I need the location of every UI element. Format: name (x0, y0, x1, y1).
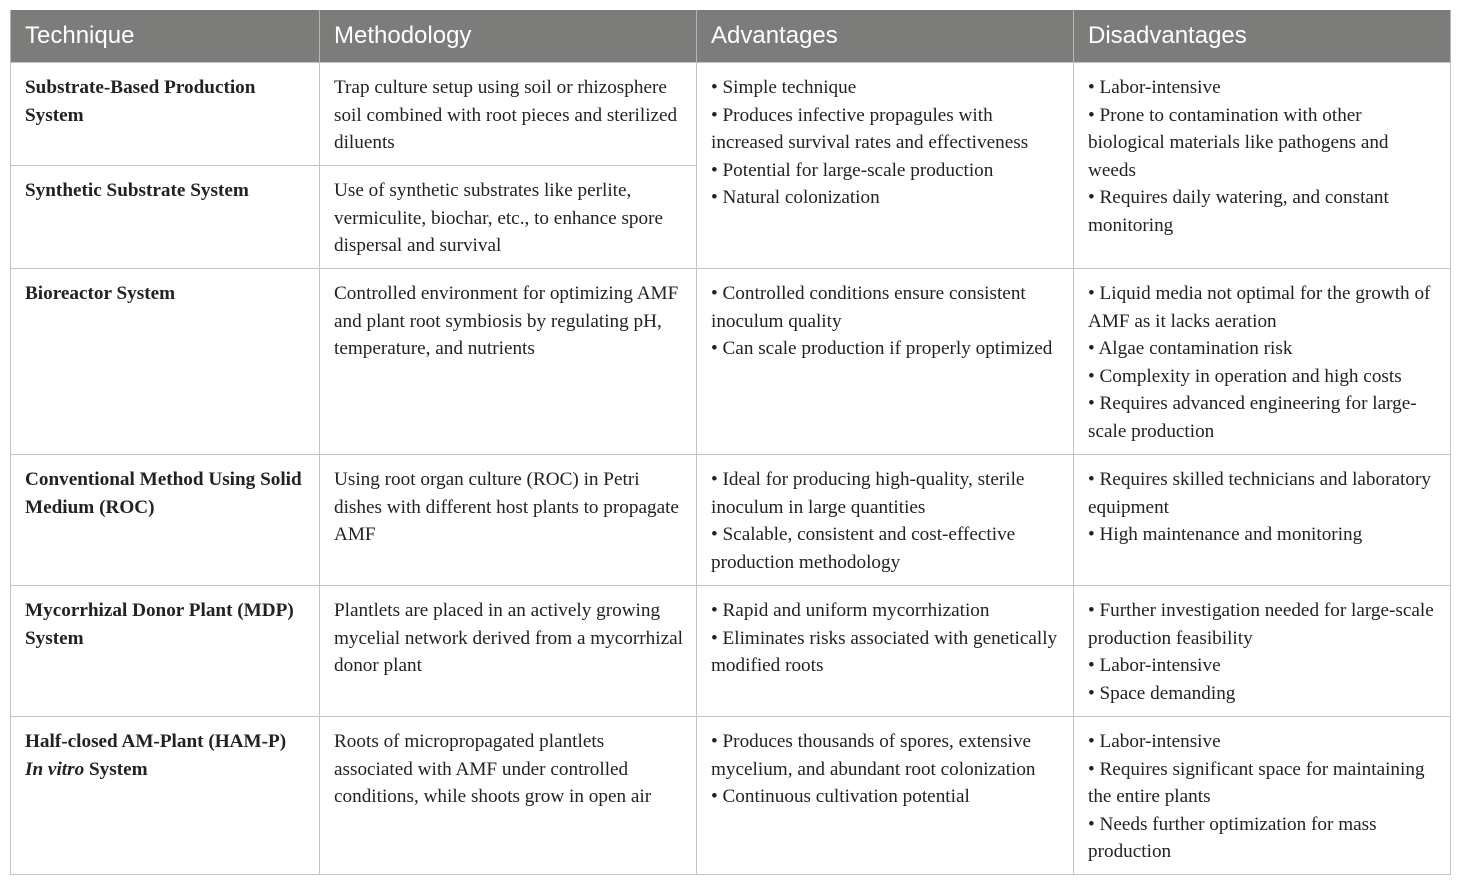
disadvantage-item: • Requires advanced engineering for large-scale production (1088, 393, 1417, 442)
methodology-cell: Using root organ culture (ROC) in Petri dishes with different host plants to propagate AMF (320, 455, 697, 586)
amf-production-techniques-table (10, 10, 1451, 875)
disadvantage-item: • Space demanding (1088, 682, 1236, 704)
header-methodology: Methodology (320, 10, 697, 63)
methodology-cell: Controlled environment for optimizing AMF and plant root symbiosis by regulating pH, temperature, and nutrients (320, 269, 697, 455)
advantage-item: • Controlled conditions ensure consistent inoculum quality (711, 283, 1026, 332)
advantage-item: • Produces infective propagules with increased survival rates and effectiveness (711, 104, 1029, 153)
advantage-item: • Ideal for producing high-quality, sterile inoculum in large quantities (711, 469, 1025, 518)
disadvantages-cell (1074, 586, 1451, 717)
methodology-cell: Use of synthetic substrates like perlite, vermiculite, biochar, etc., to enhance spore dispersal and survival (320, 166, 697, 269)
disadvantage-item: • High maintenance and monitoring (1088, 524, 1363, 545)
disadvantage-item: • Further investigation needed for large-scale production feasibility (1088, 600, 1434, 649)
disadvantage-item: • Requires significant space for maintaining the entire plants (1088, 758, 1425, 807)
header-disadvantages: Disadvantages (1074, 10, 1451, 63)
advantage-item: • Simple technique (711, 77, 857, 98)
advantage-item: • Potential for large-scale production (711, 159, 994, 181)
disadvantage-item: • Requires daily watering, and constant monitoring (1088, 187, 1389, 236)
technique-cell: Synthetic Substrate System (11, 166, 320, 269)
technique-cell (11, 717, 320, 875)
advantages-cell (697, 717, 1074, 875)
disadvantages-cell (1074, 717, 1451, 875)
advantage-item: • Scalable, consistent and cost-effective production methodology (711, 524, 1016, 573)
advantages-cell (697, 269, 1074, 455)
disadvantage-item: • Needs further optimization for mass production (1088, 813, 1377, 862)
methodology-cell: Roots of micropropagated plantlets associated with AMF under controlled conditions, while shoots grow in open air (320, 717, 697, 875)
table-header (11, 10, 1451, 63)
disadvantage-item: • Requires skilled technicians and laboratory equipment (1088, 469, 1431, 518)
advantage-item: • Produces thousands of spores, extensive mycelium, and abundant root colonization (711, 731, 1036, 780)
technique-italic: In vitro (25, 758, 85, 780)
table-body (11, 63, 1451, 875)
methodology-cell: Plantlets are placed in an actively growing mycelial network derived from a mycorrhizal donor plant (320, 586, 697, 717)
advantage-item: • Continuous cultivation potential (711, 786, 970, 807)
technique-suffix: System (84, 758, 148, 780)
disadvantages-cell (1074, 269, 1451, 455)
table-row (11, 63, 1451, 166)
methodology-cell: Trap culture setup using soil or rhizosphere soil combined with root pieces and sterilized diluents (320, 63, 697, 166)
table-row (11, 455, 1451, 586)
advantages-cell (697, 63, 1074, 269)
disadvantage-item: • Algae contamination risk (1088, 338, 1293, 359)
technique-cell: Bioreactor System (11, 269, 320, 455)
advantage-item: • Natural colonization (711, 187, 880, 208)
disadvantage-item: • Complexity in operation and high costs (1088, 365, 1402, 387)
disadvantage-item: • Labor-intensive (1088, 731, 1221, 752)
technique-name: Half-closed AM-Plant (HAM-P) (25, 731, 287, 752)
advantages-cell (697, 586, 1074, 717)
header-technique: Technique (11, 10, 320, 63)
advantage-item: • Can scale production if properly optimized (711, 338, 1053, 359)
disadvantage-item: • Liquid media not optimal for the growth of AMF as it lacks aeration (1088, 283, 1431, 332)
advantage-item: • Rapid and uniform mycorrhization (711, 600, 990, 621)
header-advantages: Advantages (697, 10, 1074, 63)
technique-cell: Conventional Method Using Solid Medium (ROC) (11, 455, 320, 586)
disadvantages-cell (1074, 63, 1451, 269)
disadvantage-item: • Labor-intensive (1088, 77, 1221, 98)
table-row (11, 269, 1451, 455)
table-row (11, 586, 1451, 717)
disadvantage-item: • Prone to contamination with other biological materials like pathogens and weeds (1088, 104, 1389, 181)
header-row (11, 10, 1451, 63)
advantage-item: • Eliminates risks associated with genetically modified roots (711, 627, 1058, 676)
technique-cell: Substrate-Based Production System (11, 63, 320, 166)
disadvantages-cell (1074, 455, 1451, 586)
advantages-cell (697, 455, 1074, 586)
disadvantage-item: • Labor-intensive (1088, 655, 1221, 676)
table-row (11, 717, 1451, 875)
technique-cell: Mycorrhizal Donor Plant (MDP) System (11, 586, 320, 717)
